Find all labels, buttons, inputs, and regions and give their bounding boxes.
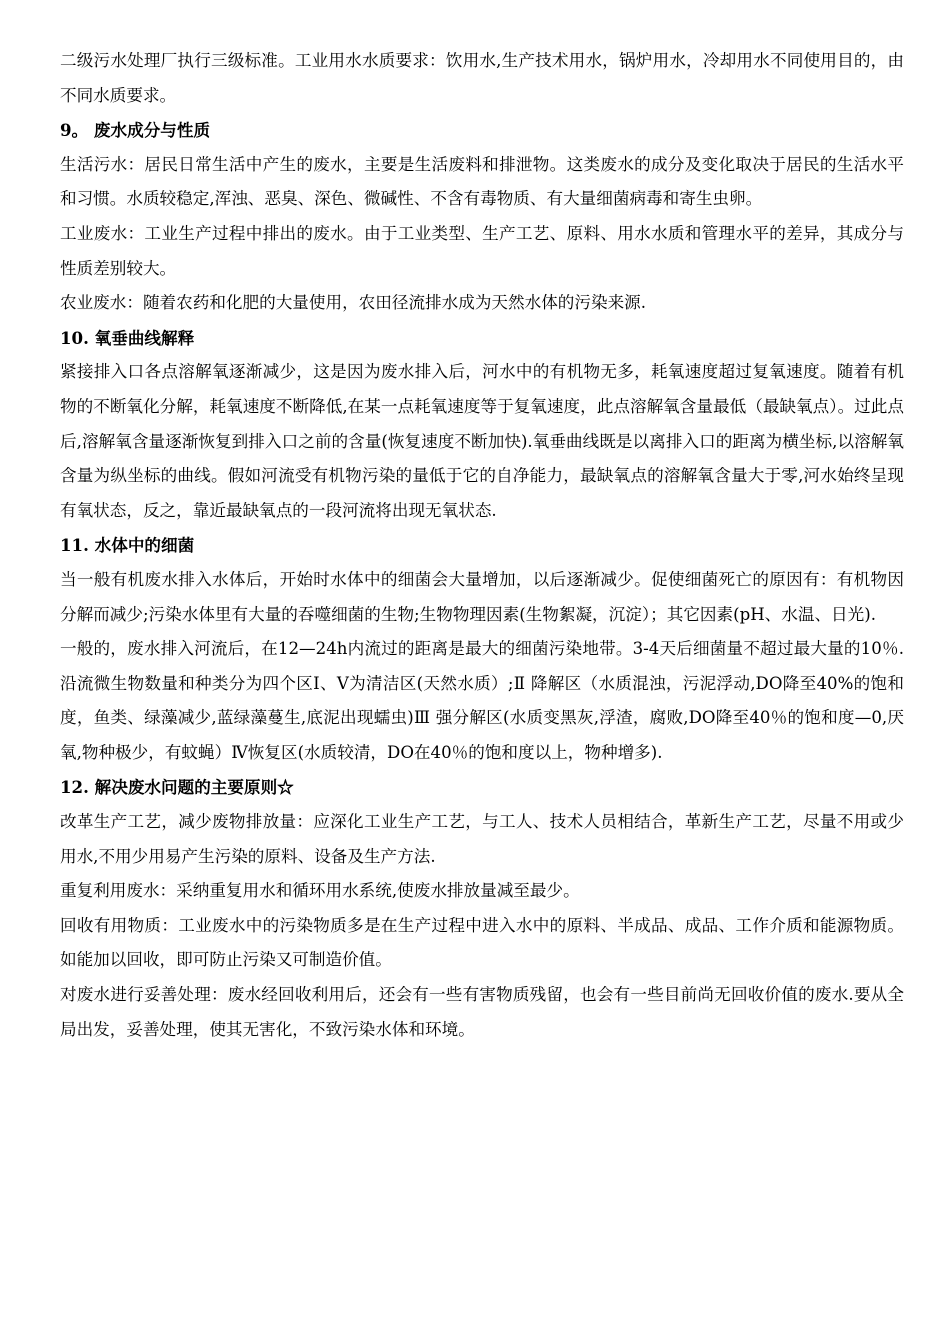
section-9-heading: 9。 废水成分与性质 — [60, 120, 211, 141]
oxygen-sag-paragraph: 紧接排入口各点溶解氧逐渐减少，这是因为废水排入后，河水中的有机物无多，耗氧速度超过复氧速度。随着有机物的不断氧化分解，耗氧速度不断降低,在某一点耗氧速度等于复氧速度，此点溶解氧含量最低（最缺氧点）。过此点后,溶解氧含量逐渐恢复到排入口之前的含量(恢复速度不断加快).氧垂曲线既是以离排入口的距离为横坐标,以溶解氧含量为纵坐标的曲线。假如河流受有机物污染的量低于它的自净能力，最缺氧点的溶解氧含量大于零,河水始终呈现有氧状态，反之，靠近最缺氧点的一段河流将出现无氧状态. — [60, 362, 904, 520]
principle-4-paragraph: 对废水进行妥善处理：废水经回收利用后，还会有一些有害物质残留，也会有一些目前尚无回收价值的废水.要从全局出发，妥善处理，使其无害化，不致污染水体和环境。 — [60, 985, 904, 1039]
domestic-sewage-paragraph: 生活污水：居民日常生活中产生的废水，主要是生活废料和排泄物。这类废水的成分及变化取决于居民的生活水平和习惯。水质较稳定,浑浊、恶臭、深色、微碱性、不含有毒物质、有大量细菌病毒和寄生虫卵。 — [60, 154, 904, 209]
bacteria-paragraph-1: 当一般有机废水排入水体后，开始时水体中的细菌会大量增加，以后逐渐减少。促使细菌死亡的原因有：有机物因分解而减少;污染水体里有大量的吞噬细菌的生物;生物物理因素(生物絮凝，沉淀）；其它因素(pH、水温、日光). — [60, 569, 904, 624]
principle-3-paragraph: 回收有用物质：工业废水中的污染物质多是在生产过程中进入水中的原料、半成品、成品、工作介质和能源物质。如能加以回收，即可防止污染又可制造价值。 — [60, 915, 904, 970]
section-12-heading: 12. 解决废水问题的主要原则☆ — [60, 777, 294, 798]
principle-1-paragraph: 改革生产工艺，减少废物排放量：应深化工业生产工艺，与工人、技术人员相结合，革新生产工艺，尽量不用或少用水,不用少用易产生污染的原料、设备及生产方法. — [60, 812, 904, 866]
bacteria-paragraph-2: 一般的，废水排入河流后，在12—24h内流过的距离是最大的细菌污染地带。3-4天后细菌量不超过最大量的10％.沿流微生物数量和种类分为四个区Ⅰ、Ⅴ为清洁区(天然水质）;Ⅱ 降解区（水质混浊，污泥浮动,DO降至40%的饱和度，鱼类、绿藻减少,蓝绿藻蔓生,底泥出现蠕虫)Ⅲ 强分解区(水质变黑灰,浮渣，腐败,DO降至40％的饱和度—0,厌氧,物种极少，有蚊蝇）Ⅳ恢复区(水质较清，DO在40％的饱和度以上，物种增多). — [60, 639, 904, 762]
section-11-heading: 11. 水体中的细菌 — [60, 535, 195, 556]
document-page — [60, 44, 904, 1047]
agricultural-wastewater-paragraph: 农业废水：随着农药和化肥的大量使用，农田径流排水成为天然水体的污染来源. — [60, 293, 647, 313]
industrial-wastewater-paragraph: 工业废水：工业生产过程中排出的废水。由于工业类型、生产工艺、原料、用水水质和管理水平的差异，其成分与性质差别较大。 — [60, 223, 904, 278]
principle-2-paragraph: 重复利用废水：采纳重复用水和循环用水系统,使废水排放量减至最少。 — [60, 881, 580, 901]
intro-paragraph: 二级污水处理厂执行三级标准。工业用水水质要求：饮用水,生产技术用水，锅炉用水，冷却用水不同使用目的，由不同水质要求。 — [60, 51, 904, 105]
section-10-heading: 10. 氧垂曲线解释 — [60, 327, 195, 348]
